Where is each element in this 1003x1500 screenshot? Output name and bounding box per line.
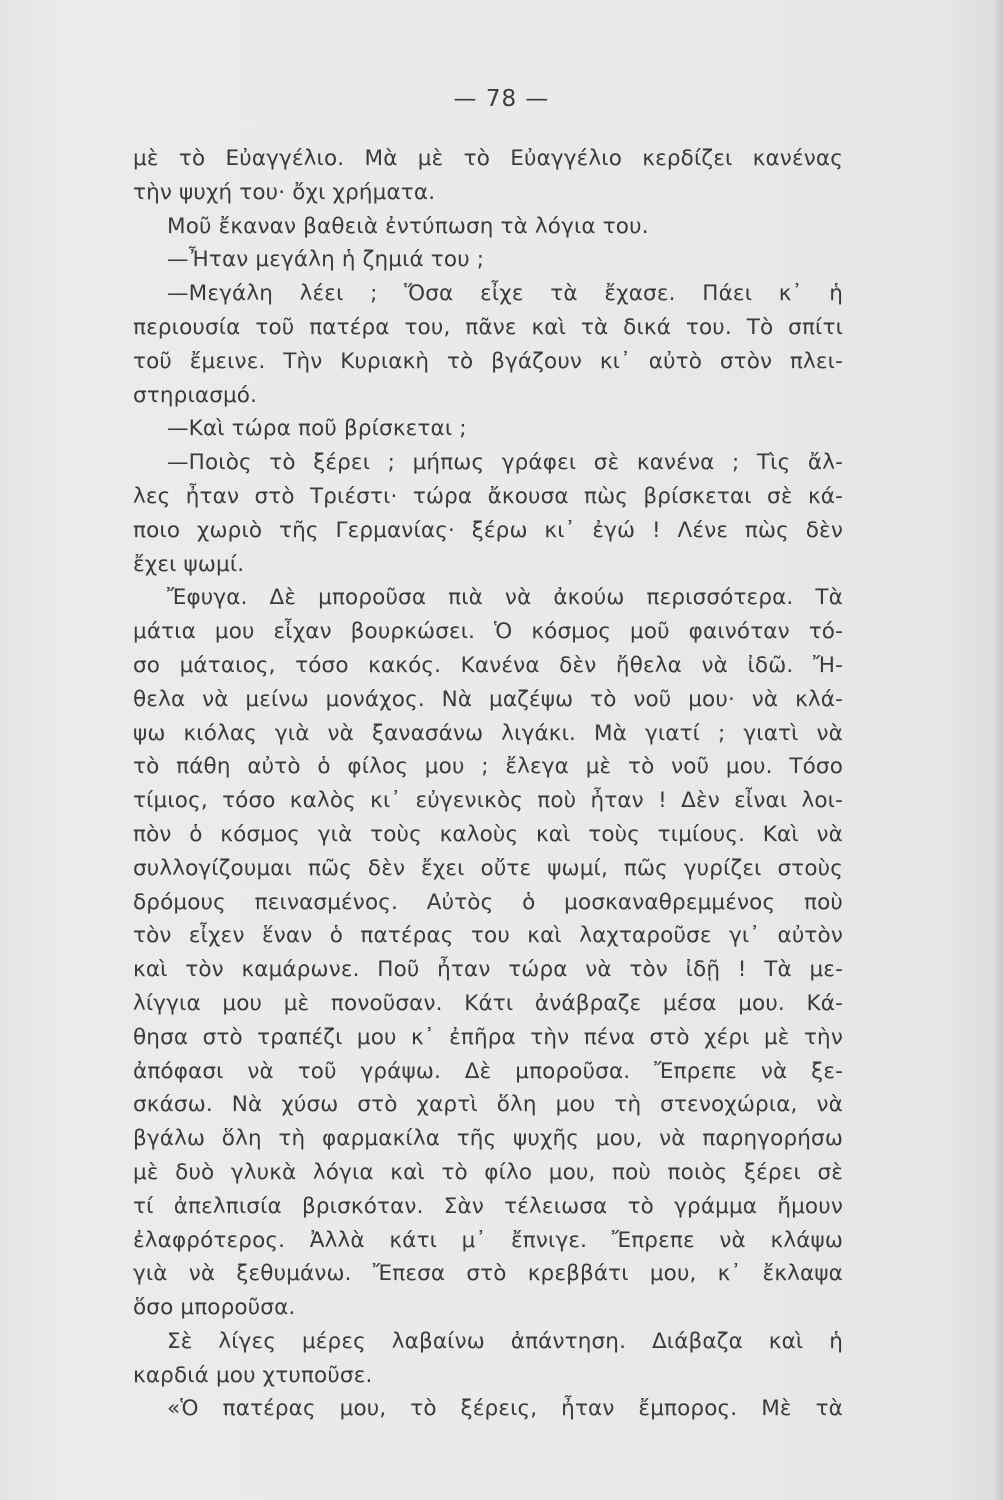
text-line: —Ἦταν μεγάλη ἡ ζημιά του ; <box>167 247 485 273</box>
text-line: πὸν ὁ κόσμος γιὰ τοὺς καλοὺς καὶ τοὺς τιμίους. Καὶ νὰ <box>133 821 843 847</box>
text-line: τὸν εἶχεν ἕναν ὁ πατέρας του καὶ λαχταροῦσε γι᾿ αὐτὸν <box>133 923 843 949</box>
text-line: γιὰ νὰ ξεθυμάνω. Ἔπεσα στὸ κρεββάτι μου, κ᾿ ἔκλαψα <box>133 1261 843 1287</box>
text-line: θελα νὰ μείνω μονάχος. Νὰ μαζέψω τὸ νοῦ μου· νὰ κλά- <box>133 686 843 712</box>
text-line: ἐλαφρότερος. Ἀλλὰ κάτι μ᾿ ἔπνιγε. Ἔπρεπε νὰ κλάψω <box>133 1227 843 1253</box>
text-line: τὴν ψυχή του· ὄχι χρήματα. <box>133 179 436 205</box>
text-line: ποιο χωριὸ τῆς Γερμανίας· ξέρω κι᾿ ἐγώ ! Λένε πὼς δὲν <box>133 517 843 543</box>
text-line: —Ποιὸς τὸ ξέρει ; μήπως γράφει σὲ κανένα ; Τὶς ἄλ- <box>167 450 843 476</box>
text-line: λίγγια μου μὲ πονοῦσαν. Κάτι ἀνάβραζε μέσα μου. Κά- <box>133 990 843 1016</box>
text-line: μάτια μου εἶχαν βουρκώσει. Ὁ κόσμος μοῦ φαινόταν τό- <box>133 619 843 645</box>
text-line: Ἔφυγα. Δὲ μποροῦσα πιὰ νὰ ἀκούω περισσότερα. Τὰ <box>167 585 843 611</box>
text-line: Μοῦ ἔκαναν βαθειὰ ἐντύπωση τὰ λόγια του. <box>167 213 649 239</box>
text-line: τοῦ ἔμεινε. Τὴν Κυριακὴ τὸ βγάζουν κι᾿ αὐτὸ στὸν πλει- <box>133 348 843 374</box>
text-line: —Καὶ τώρα ποῦ βρίσκεται ; <box>167 416 467 442</box>
text-line: καρδιά μου χτυποῦσε. <box>133 1362 373 1388</box>
text-line: σκάσω. Νὰ χύσω στὸ χαρτὶ ὅλη μου τὴ στενοχώρια, νὰ <box>133 1092 843 1118</box>
text-line: «Ὁ πατέρας μου, τὸ ξέρεις, ἦταν ἔμπορος. Μὲ τὰ <box>167 1396 843 1422</box>
text-line: στηριασμό. <box>133 382 258 408</box>
text-line: λες ἦταν στὸ Τριέστι· τώρα ἄκουσα πὼς βρίσκεται σὲ κά- <box>133 483 843 509</box>
text-line: —Μεγάλη λέει ; Ὅσα εἶχε τὰ ἔχασε. Πάει κ᾿ ἡ <box>167 281 843 307</box>
text-line: τί ἀπελπισία βρισκόταν. Σὰν τέλειωσα τὸ γράμμα ἤμουν <box>133 1193 843 1219</box>
text-line: περιουσία τοῦ πατέρα του, πᾶνε καὶ τὰ δικά του. Τὸ σπίτι <box>133 314 843 340</box>
text-line: συλλογίζουμαι πῶς δὲν ἔχει οὔτε ψωμί, πῶς γυρίζει στοὺς <box>133 855 843 881</box>
text-line: ἀπόφασι νὰ τοῦ γράψω. Δὲ μποροῦσα. Ἔπρεπε νὰ ξε- <box>133 1058 843 1084</box>
body-text <box>133 142 843 1426</box>
text-line: μὲ τὸ Εὐαγγέλιο. Μὰ μὲ τὸ Εὐαγγέλιο κερδίζει κανένας <box>133 146 843 171</box>
text-line: ὅσο μποροῦσα. <box>133 1295 296 1321</box>
text-line: θησα στὸ τραπέζι μου κ᾿ ἐπῆρα τὴν πένα στὸ χέρι μὲ τὴν <box>133 1024 843 1050</box>
text-line: Σὲ λίγες μέρες λαβαίνω ἀπάντηση. Διάβαζα καὶ ἡ <box>167 1328 843 1354</box>
text-line: σο μάταιος, τόσο κακός. Κανένα δὲν ἤθελα νὰ ἰδῶ. Ἤ- <box>133 652 843 678</box>
text-line: ἔχει ψωμί. <box>133 551 245 577</box>
page-edge-shadow <box>993 0 1003 1500</box>
text-line: τίμιος, τόσο καλὸς κι᾿ εὐγενικὸς ποὺ ἦταν ! Δὲν εἶναι λοι- <box>133 788 843 814</box>
page-number: — 78 — <box>453 86 550 112</box>
text-line: ψω κιόλας γιὰ νὰ ξανασάνω λιγάκι. Μὰ γιατί ; γιατὶ νὰ <box>133 720 843 746</box>
text-line: τὸ πάθη αὐτὸ ὁ φίλος μου ; ἔλεγα μὲ τὸ νοῦ μου. Τόσο <box>133 754 843 780</box>
text-line: καὶ τὸν καμάρωνε. Ποῦ ἦταν τώρα νὰ τὸν ἰδῇ ! Τὰ με- <box>133 957 843 983</box>
text-line: βγάλω ὅλη τὴ φαρμακίλα τῆς ψυχῆς μου, νὰ παρηγορήσω <box>133 1126 843 1152</box>
text-line: μὲ δυὸ γλυκὰ λόγια καὶ τὸ φίλο μου, ποὺ ποιὸς ξέρει σὲ <box>133 1159 843 1185</box>
text-line: δρόμους πεινασμένος. Αὐτὸς ὁ μοσκαναθρεμμένος ποὺ <box>133 889 843 915</box>
